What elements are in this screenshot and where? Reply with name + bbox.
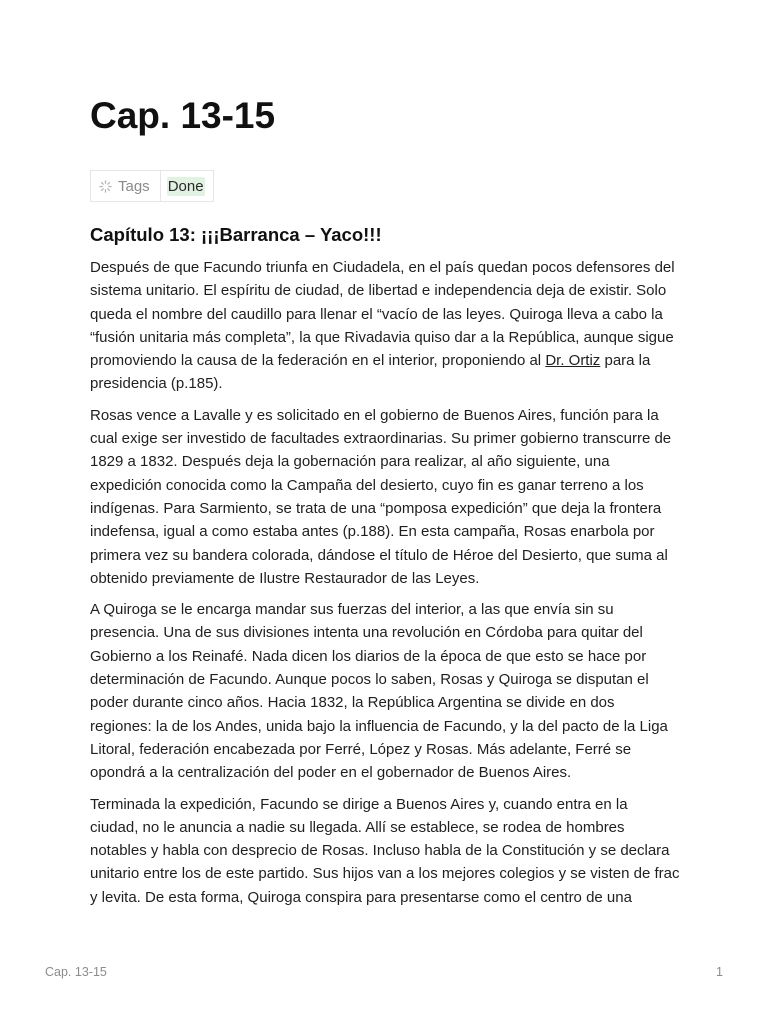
footer-page-number: 1 <box>716 965 723 979</box>
paragraph-1-text-end: para la presidencia (p.185). <box>90 352 651 393</box>
document-body <box>90 222 680 917</box>
dr-ortiz-link[interactable]: Dr. Ortiz <box>545 352 601 370</box>
tags-property-name <box>91 171 161 201</box>
paragraph-1-text-start: Después de que Facundo triunfa en Ciudadela, en el país quedan pocos defensores del sistema unitario. El espíritu de ciudad, de libertad e independencia deja de existir. Solo queda el nombre del caudillo para llenar el “vacío de las leyes. Quiroga lleva a cabo la “fusión unitaria más completa”, la que Rivadavia quiso dar a la República, aunque sigue promoviendo la causa de la federación en el interior, proponiendo al <box>90 259 675 370</box>
paragraph-4: Terminada la expedición, Facundo se dirige a Buenos Aires y, cuando entra en la ciudad, no le anuncia a nadie su llegada. Allí se establece, se rodea de hombres notables y habla con desprecio de Rosas. Incluso habla de la Constitución y se declara unitario entre los de este partido. Sus hijos van a los mejores colegios y se visten de frac y levita. De esta forma, Quiroga conspira para presentarse como el centro de una <box>90 795 680 906</box>
page-title: Cap. 13-15 <box>90 95 276 136</box>
section-heading: Capítulo 13: ¡¡¡Barranca – Yaco!!! <box>90 224 382 245</box>
tag-done-badge[interactable]: Done <box>167 177 204 195</box>
tags-label: Tags <box>118 177 150 195</box>
loader-icon <box>99 180 112 193</box>
properties-table <box>90 170 214 202</box>
paragraph-3: A Quiroga se le encarga mandar sus fuerzas del interior, a las que envía sin su presencia. Una de sus divisiones intenta una revolución en Córdoba para quitar del Gobierno a los Reinafé. Nada dicen los diarios de la época de que esto se hace por determinación de Facundo. Aunque pocos lo saben, Rosas y Quiroga se disputan el poder durante cinco años. Hacia 1832, la República Argentina se divide en dos regiones: la de los Andes, unida bajo la influencia de Facundo, y la del pacto de la Liga Litoral, federación encabezada por Ferré, López y Rosas. Más adelante, Ferré se opondrá a la centralización del poder en el gobernador de Buenos Aires. <box>90 601 668 782</box>
paragraph-2: Rosas vence a Lavalle y es solicitado en el gobierno de Buenos Aires, función para la cual exige ser investido de facultades extraordinarias. Su primer gobierno transcurre de 1829 a 1832. Después deja la gobernación para realizar, al año siguiente, una expedición conocida como la Campaña del desierto, cuyo fin es ganar terreno a los indígenas. Para Sarmiento, se trata de una “pomposa expedición” que deja la frontera indefensa, igual a como estaba antes (p.188). En esta campaña, Rosas enarbola por primera vez su bandera colorada, dándose el título de Héroe del Desierto, que suma al obtenido previamente de Ilustre Restaurador de las Leyes. <box>90 406 672 587</box>
page-footer <box>45 965 723 979</box>
footer-doc-title: Cap. 13-15 <box>45 965 107 979</box>
tags-property-value[interactable] <box>161 171 213 201</box>
paragraph-1 <box>90 256 680 396</box>
